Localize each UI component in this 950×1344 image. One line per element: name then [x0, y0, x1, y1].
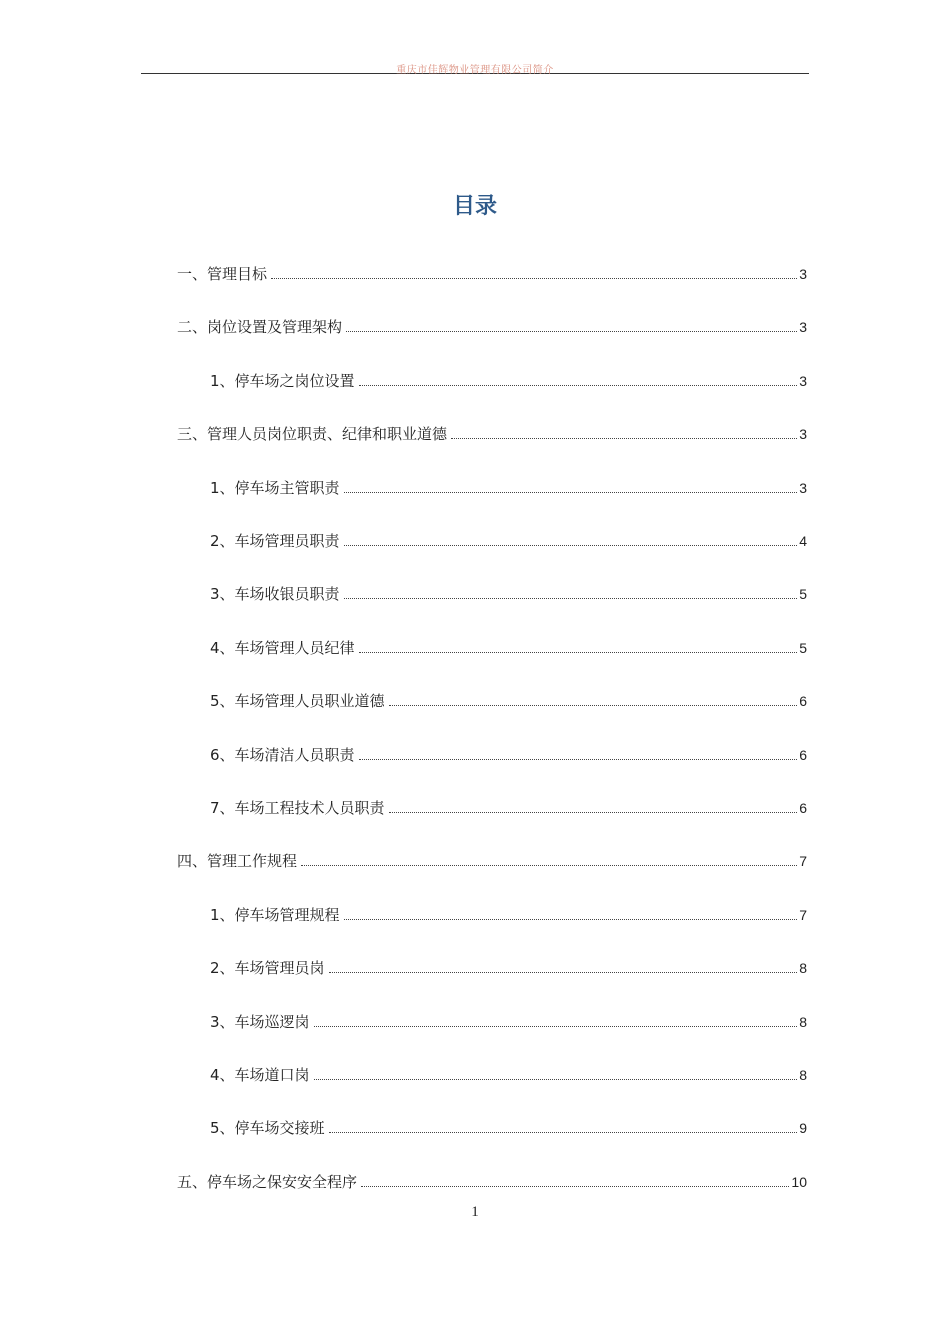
- toc-entry-text: 7、车场工程技术人员职责: [210, 799, 385, 817]
- toc-dot-leader: [344, 919, 798, 920]
- toc-entry[interactable]: [210, 369, 807, 391]
- toc-entry[interactable]: [210, 582, 807, 604]
- toc-entry-page-number: 7: [799, 853, 807, 869]
- toc-entry-page-number: 3: [799, 426, 807, 442]
- toc-entry-text: 5、车场管理人员职业道德: [210, 692, 385, 710]
- toc-dot-leader: [314, 1026, 798, 1027]
- toc-entry-text: 2、车场管理员职责: [210, 532, 340, 550]
- toc-entry-page-number: 9: [799, 1120, 807, 1136]
- toc-dot-leader: [344, 545, 798, 546]
- toc-dot-leader: [344, 492, 798, 493]
- toc-dot-leader: [329, 972, 798, 973]
- toc-entry[interactable]: [177, 262, 807, 284]
- toc-dot-leader: [314, 1079, 798, 1080]
- toc-dot-leader: [451, 438, 797, 439]
- toc-entry[interactable]: [210, 529, 807, 551]
- toc-entry[interactable]: [210, 903, 807, 925]
- toc-entry-page-number: 6: [799, 747, 807, 763]
- toc-entry-page-number: 3: [799, 373, 807, 389]
- toc-entry-page-number: 6: [799, 800, 807, 816]
- toc-entry-page-number: 8: [799, 960, 807, 976]
- toc-entry-text: 五、停车场之保安安全程序: [177, 1173, 358, 1191]
- toc-entry-text: 4、车场管理人员纪律: [210, 639, 355, 657]
- toc-entry[interactable]: [177, 1170, 807, 1192]
- toc-dot-leader: [359, 759, 798, 760]
- toc-entry[interactable]: [210, 1116, 807, 1138]
- toc-dot-leader: [301, 865, 797, 866]
- toc-entry[interactable]: [210, 689, 807, 711]
- toc-entry[interactable]: [210, 1063, 807, 1085]
- toc-entry-page-number: 5: [799, 640, 807, 656]
- toc-entry[interactable]: [177, 315, 807, 337]
- toc-entry-page-number: 7: [799, 907, 807, 923]
- toc-entry-page-number: 3: [799, 266, 807, 282]
- toc-entry-page-number: 3: [799, 480, 807, 496]
- toc-dot-leader: [329, 1132, 798, 1133]
- toc-entry-text: 4、车场道口岗: [210, 1066, 310, 1084]
- toc-entry-text: 三、管理人员岗位职责、纪律和职业道德: [177, 425, 448, 443]
- toc-dot-leader: [359, 385, 798, 386]
- toc-entry-text: 一、管理目标: [177, 265, 268, 283]
- toc-dot-leader: [271, 278, 797, 279]
- toc-entry-page-number: 10: [791, 1174, 807, 1190]
- toc-entry[interactable]: [210, 796, 807, 818]
- toc-entry-page-number: 3: [799, 319, 807, 335]
- toc-dot-leader: [344, 598, 798, 599]
- toc-entry-page-number: 8: [799, 1067, 807, 1083]
- toc-entry[interactable]: [210, 956, 807, 978]
- toc-entry-text: 5、停车场交接班: [210, 1119, 325, 1137]
- toc-entry-text: 四、管理工作规程: [177, 852, 298, 870]
- toc-entry[interactable]: [210, 476, 807, 498]
- toc-entry-page-number: 4: [799, 533, 807, 549]
- toc-entry-text: 3、车场巡逻岗: [210, 1013, 310, 1031]
- toc-entry[interactable]: [210, 743, 807, 765]
- toc-dot-leader: [389, 812, 798, 813]
- toc-entry[interactable]: [210, 1010, 807, 1032]
- toc-entry-text: 3、车场收银员职责: [210, 585, 340, 603]
- toc-entry-text: 1、停车场主管职责: [210, 479, 340, 497]
- toc-entry[interactable]: [210, 636, 807, 658]
- toc-entry[interactable]: [177, 422, 807, 444]
- toc-dot-leader: [359, 652, 798, 653]
- toc-entry-page-number: 6: [799, 693, 807, 709]
- toc-entry-text: 二、岗位设置及管理架构: [177, 318, 343, 336]
- toc-dot-leader: [389, 705, 798, 706]
- page-number: 1: [471, 1204, 479, 1220]
- toc-dot-leader: [361, 1186, 789, 1187]
- toc-entry-text: 1、停车场之岗位设置: [210, 372, 355, 390]
- toc-entry-text: 2、车场管理员岗: [210, 959, 325, 977]
- toc-title: 目录: [452, 194, 497, 219]
- toc-entry-text: 1、停车场管理规程: [210, 906, 340, 924]
- toc-dot-leader: [346, 331, 797, 332]
- toc-entry-page-number: 8: [799, 1014, 807, 1030]
- toc-entry[interactable]: [177, 849, 807, 871]
- toc-entry-text: 6、车场清洁人员职责: [210, 746, 355, 764]
- toc-entry-page-number: 5: [799, 586, 807, 602]
- header-text: 重庆市佳辉物业管理有限公司简介: [396, 65, 554, 76]
